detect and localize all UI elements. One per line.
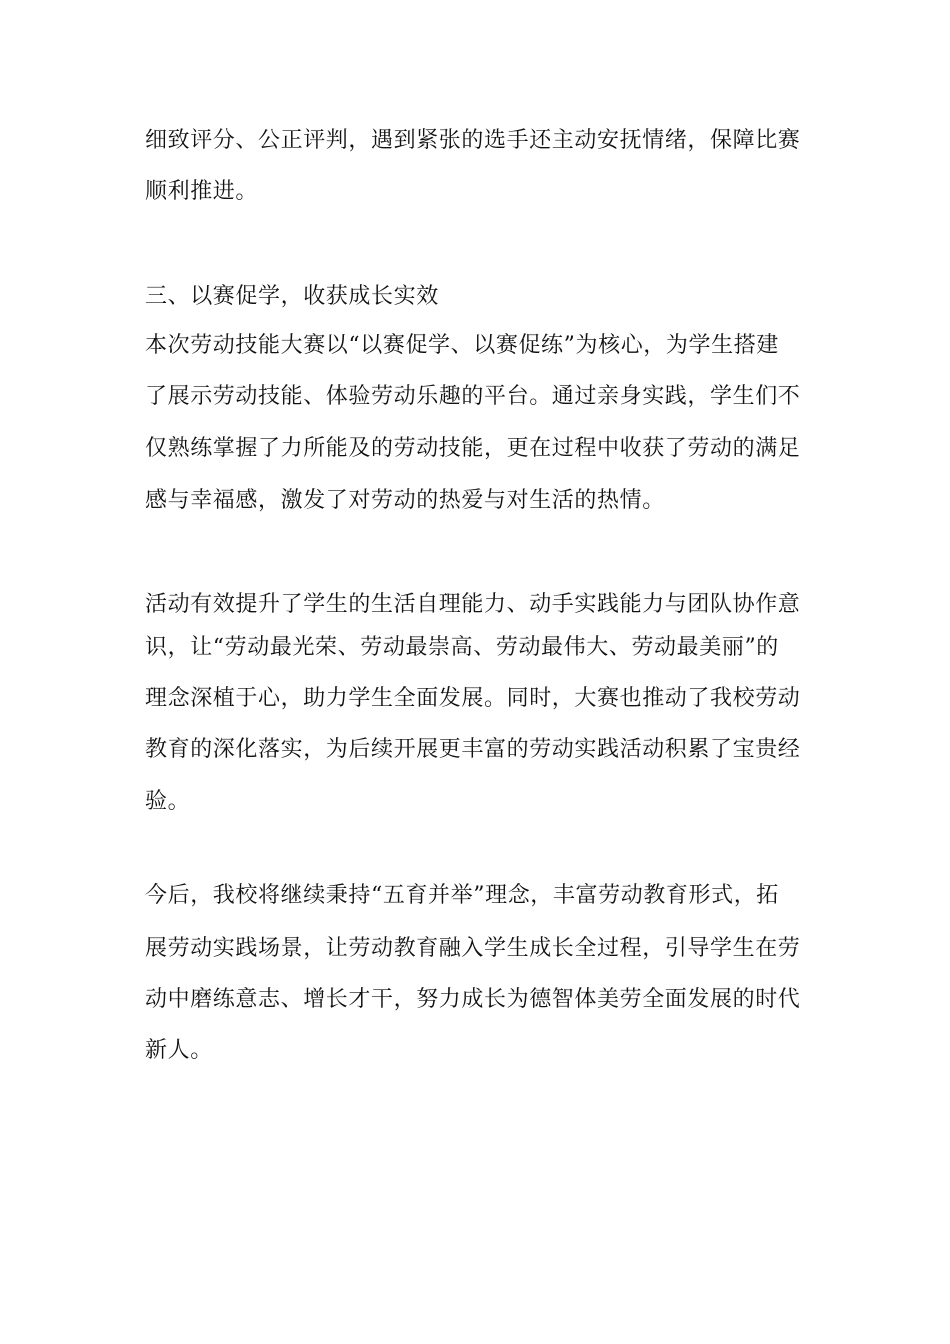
paragraph-line: 新人。 — [145, 1038, 213, 1063]
paragraph-line: 识，让“劳动最光荣、劳动最崇高、劳动最伟大、劳动最美丽”的 — [145, 635, 779, 660]
paragraph-line: 仅熟练掌握了力所能及的劳动技能，更在过程中收获了劳动的满足 — [145, 436, 801, 461]
paragraph-line: 今后，我校将继续秉持“五育并举”理念，丰富劳动教育形式，拓 — [145, 883, 779, 908]
paragraph-line: 展劳动实践场景，让劳动教育融入学生成长全过程，引导学生在劳 — [145, 936, 801, 961]
paragraph-line: 顺利推进。 — [145, 179, 259, 204]
paragraph-line: 本次劳动技能大赛以“以赛促学、以赛促练”为核心，为学生搭建 — [145, 333, 779, 358]
paragraph-line: 理念深植于心，助力学生全面发展。同时，大赛也推动了我校劳动 — [145, 686, 801, 711]
paragraph-line: 了展示劳动技能、体验劳动乐趣的平台。通过亲身实践，学生们不 — [145, 384, 801, 409]
paragraph-line: 细致评分、公正评判，遇到紧张的选手还主动安抚情绪，保障比赛 — [145, 128, 801, 153]
paragraph-line: 动中磨练意志、增长才干，努力成长为德智体美劳全面发展的时代 — [145, 987, 801, 1012]
section-heading: 三、以赛促学，收获成长实效 — [145, 284, 439, 309]
paragraph-line: 活动有效提升了学生的生活自理能力、动手实践能力与团队协作意 — [145, 592, 801, 617]
paragraph-line: 验。 — [145, 789, 191, 814]
paragraph-line: 教育的深化落实，为后续开展更丰富的劳动实践活动积累了宝贵经 — [145, 737, 801, 762]
paragraph-line: 感与幸福感，激发了对劳动的热爱与对生活的热情。 — [145, 488, 665, 513]
